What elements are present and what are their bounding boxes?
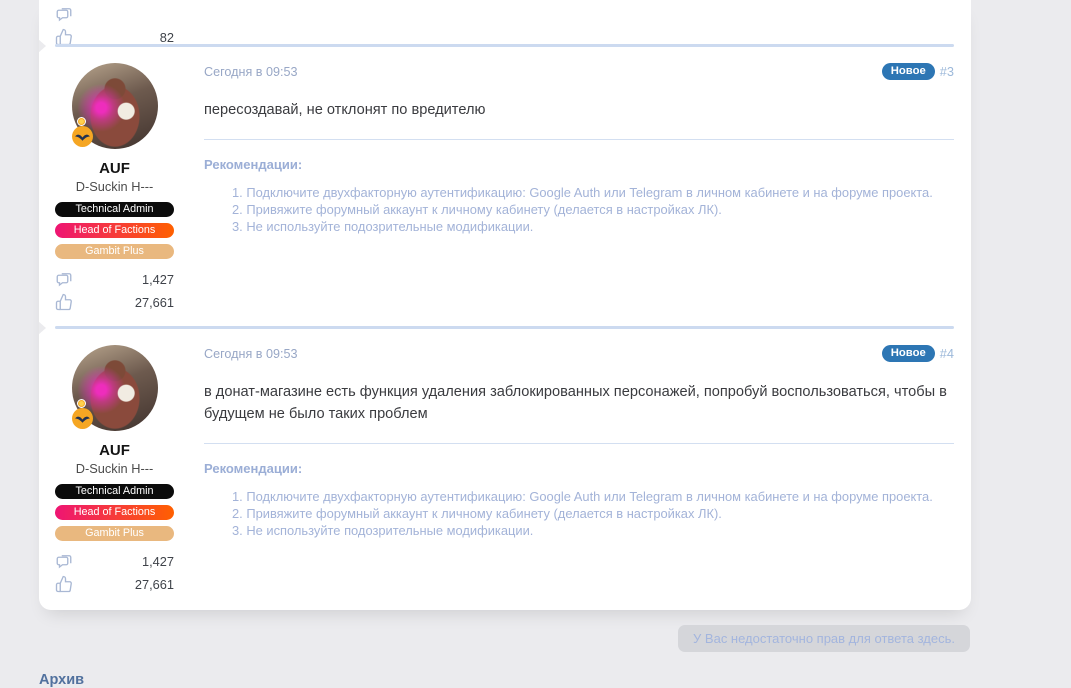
post-separator	[55, 326, 954, 329]
previous-post-comments-row	[55, 5, 174, 23]
new-badge: Новое	[882, 63, 935, 80]
signature-item: 2. Привяжите форумный аккаунт к личному кабинету (делается в настройках ЛК).	[232, 505, 722, 521]
likes-stat-row	[55, 575, 174, 593]
comments-icon	[55, 5, 73, 23]
signature-divider	[204, 139, 954, 140]
signature-item: 3. Не используйте подозрительные модификации.	[232, 218, 534, 234]
post-timestamp[interactable]: Сегодня в 09:53	[204, 346, 298, 361]
new-badge: Новое	[882, 345, 935, 362]
thumbs-up-icon	[55, 28, 73, 44]
post-number-link[interactable]: #3	[939, 64, 954, 79]
messages-stat-row	[55, 270, 174, 288]
post-message: пересоздавай, не отклонят по вредителю	[204, 102, 486, 118]
bat-badge-icon	[72, 408, 93, 429]
author-name[interactable]: AUF	[99, 442, 130, 459]
previous-post-partial	[39, 0, 971, 44]
comments-icon	[55, 270, 73, 288]
post-3	[39, 47, 971, 326]
role-badge-head-of-factions: Head of Factions	[55, 505, 174, 520]
post-message: в донат-магазине есть функция удаления заблокированных персонажей, попробуй воспользоваться, чтобы в будущем не было таких проблем	[204, 384, 947, 422]
status-dot-icon	[77, 399, 86, 408]
likes-count: 82	[159, 29, 174, 44]
signature-divider	[204, 443, 954, 444]
post-timestamp[interactable]: Сегодня в 09:53	[204, 64, 298, 79]
author-panel	[55, 345, 174, 598]
messages-count: 1,427	[141, 271, 174, 287]
likes-count: 27,661	[134, 576, 174, 592]
role-badge-head-of-factions: Head of Factions	[55, 223, 174, 238]
signature-item: 1. Подключите двухфакторную аутентификацию: Google Auth или Telegram в личном кабинете и на форуме проекта.	[232, 185, 933, 200]
signature-header: Рекомендации:	[204, 157, 303, 172]
author-subtitle: D-Suckin H---	[75, 461, 154, 476]
thread-card	[39, 0, 971, 610]
thumbs-up-icon	[55, 575, 73, 593]
comments-icon	[55, 552, 73, 570]
author-panel	[55, 63, 174, 316]
no-permission-note: У Вас недостаточно прав для ответа здесь.	[678, 625, 970, 652]
previous-post-likes-row	[55, 28, 174, 44]
post-number-link[interactable]: #4	[939, 346, 954, 361]
likes-count: 27,661	[134, 294, 174, 310]
signature-item: 3. Не используйте подозрительные модификации.	[232, 522, 534, 538]
author-name[interactable]: AUF	[99, 160, 130, 177]
bat-badge-icon	[72, 126, 93, 147]
thumbs-up-icon	[55, 293, 73, 311]
role-badge-technical-admin: Technical Admin	[55, 202, 174, 217]
role-badge-gambit-plus: Gambit Plus	[55, 244, 174, 259]
signature-item: 2. Привяжите форумный аккаунт к личному кабинету (делается в настройках ЛК).	[232, 201, 722, 217]
post-4	[39, 329, 971, 608]
breadcrumb-archive-link[interactable]: Архив	[39, 672, 85, 688]
messages-stat-row	[55, 552, 174, 570]
signature-header: Рекомендации:	[204, 461, 303, 476]
role-badge-gambit-plus: Gambit Plus	[55, 526, 174, 541]
status-dot-icon	[77, 117, 86, 126]
role-badge-technical-admin: Technical Admin	[55, 484, 174, 499]
signature-item: 1. Подключите двухфакторную аутентификацию: Google Auth или Telegram в личном кабинете и на форуме проекта.	[232, 489, 933, 504]
messages-count: 1,427	[141, 553, 174, 569]
likes-stat-row	[55, 293, 174, 311]
author-subtitle: D-Suckin H---	[75, 179, 154, 194]
post-separator	[55, 44, 954, 47]
